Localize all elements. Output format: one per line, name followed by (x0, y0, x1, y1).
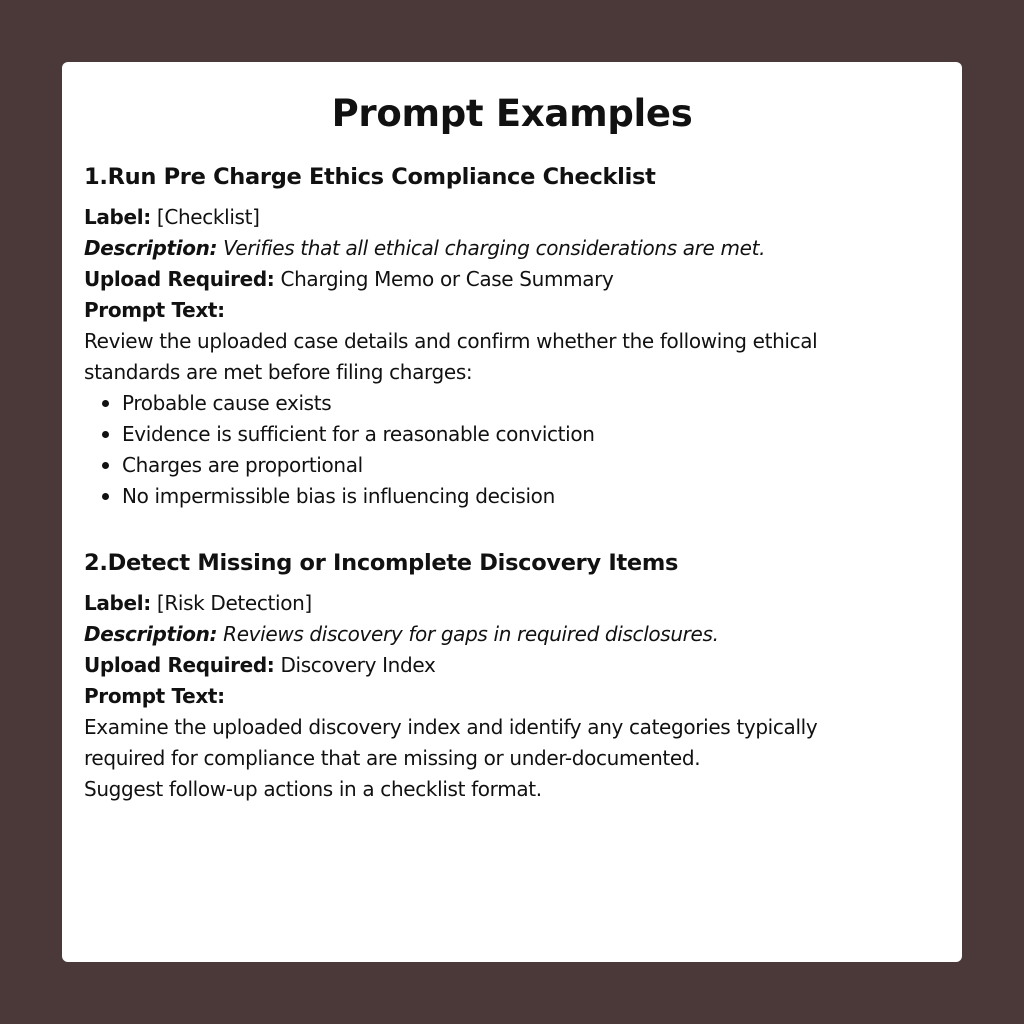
prompt-text-body (84, 712, 940, 805)
prompt-section-1 (84, 162, 940, 512)
description-key: Description: (84, 236, 218, 260)
description-row (84, 619, 940, 650)
list-item-text: No impermissible bias is influencing decision (122, 484, 555, 508)
prompt-text-body (84, 326, 940, 388)
page-title: Prompt Examples (331, 92, 693, 135)
list-item-text: Probable cause exists (122, 391, 332, 415)
list-item (122, 450, 940, 481)
description-row (84, 233, 940, 264)
prompt-line: standards are met before filing charges: (84, 360, 473, 384)
bullet-icon (102, 462, 109, 469)
list-item-text: Charges are proportional (122, 453, 363, 477)
bullet-icon (102, 431, 109, 438)
prompt-line: Suggest follow-up actions in a checklist format. (84, 777, 542, 801)
prompt-line: Review the uploaded case details and confirm whether the following ethical (84, 329, 818, 353)
list-item (122, 481, 940, 512)
description-value: Reviews discovery for gaps in required disclosures. (223, 622, 719, 646)
upload-value: Discovery Index (280, 653, 436, 677)
section-heading: 2.Detect Missing or Incomplete Discovery Items (84, 550, 679, 576)
list-item-text: Evidence is sufficient for a reasonable conviction (122, 422, 595, 446)
upload-key: Upload Required: (84, 653, 275, 677)
description-key: Description: (84, 622, 218, 646)
bullet-icon (102, 400, 109, 407)
label-row (84, 202, 940, 233)
prompt-text-key: Prompt Text: (84, 684, 225, 708)
upload-row (84, 264, 940, 295)
list-item (122, 419, 940, 450)
upload-row (84, 650, 940, 681)
label-row (84, 588, 940, 619)
prompt-text-key: Prompt Text: (84, 298, 225, 322)
bullet-icon (102, 493, 109, 500)
criteria-list (84, 388, 940, 512)
description-value: Verifies that all ethical charging considerations are met. (223, 236, 766, 260)
prompt-section-2 (84, 548, 940, 805)
prompt-line: Examine the uploaded discovery index and identify any categories typically (84, 715, 818, 739)
prompt-line: required for compliance that are missing or under-documented. (84, 746, 701, 770)
prompt-examples-card (62, 62, 962, 962)
prompt-text-row (84, 681, 940, 712)
section-heading: 1.Run Pre Charge Ethics Compliance Checklist (84, 164, 656, 190)
upload-value: Charging Memo or Case Summary (280, 267, 614, 291)
upload-key: Upload Required: (84, 267, 275, 291)
label-key: Label: (84, 591, 151, 615)
label-value: [Risk Detection] (156, 591, 312, 615)
prompt-text-row (84, 295, 940, 326)
list-item (122, 388, 940, 419)
label-key: Label: (84, 205, 151, 229)
label-value: [Checklist] (156, 205, 260, 229)
